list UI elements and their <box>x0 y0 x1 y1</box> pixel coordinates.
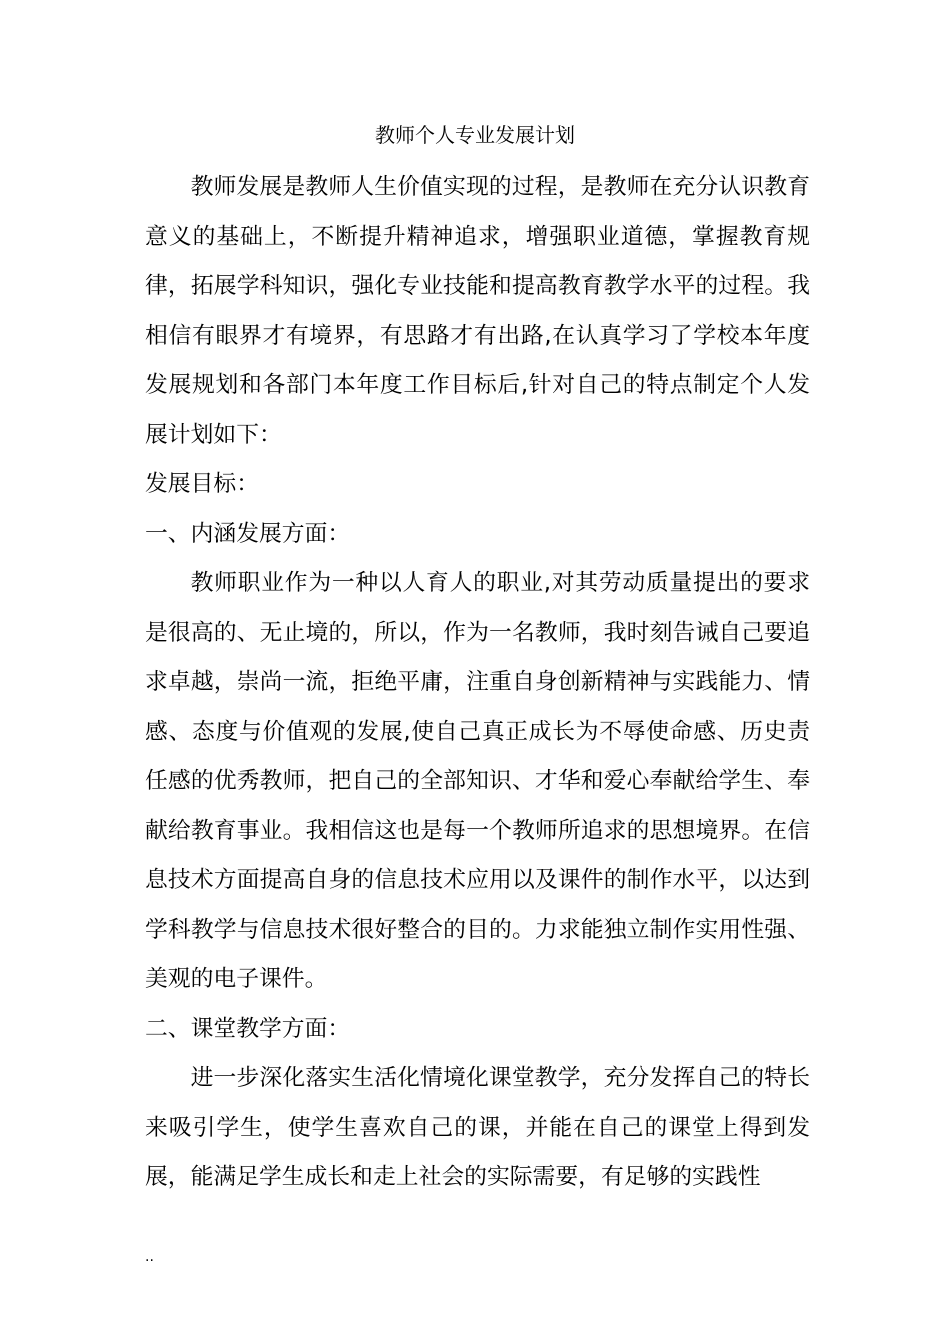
section-2-heading: 二、课堂教学方面： <box>145 1015 351 1042</box>
section-1-heading: 一、内涵发展方面： <box>145 520 351 547</box>
intro-paragraph: 教师发展是教师人生价值实现的过程，是教师在充分认识教育意义的基础上，不断提升精神追求，增强职业道德，掌握教育规律，拓展学科知识，强化专业技能和提高教育教学水平的过程。我相信有眼界才有境界，有思路才有出路,在认真学习了学校本年度发展规划和各部门本年度工作目标后,针对自己的特点制定个人发展计划如下： <box>145 174 810 448</box>
footer-mark: .. <box>145 1249 154 1265</box>
goal-heading: 发展目标： <box>145 471 259 497</box>
section-2-paragraph: 进一步深化落实生活化情境化课堂教学，充分发挥自己的特长来吸引学生，使学生喜欢自己的课，并能在自己的课堂上得到发展，能满足学生成长和走上社会的实际需要，有足够的实践性 <box>145 1065 810 1190</box>
document-body <box>145 163 810 1203</box>
section-1-paragraph: 教师职业作为一种以人育人的职业,对其劳动质量提出的要求是很高的、无止境的，所以，作为一名教师，我时刻告诫自己要追求卓越，崇尚一流，拒绝平庸，注重自身创新精神与实践能力、情感、态度与价值观的发展,使自己真正成长为不辱使命感、历史责任感的优秀教师，把自己的全部知识、才华和爱心奉献给学生、奉献给教育事业。我相信这也是每一个教师所追求的思想境界。在信息技术方面提高自身的信息技术应用以及课件的制作水平，以达到学科教学与信息技术很好整合的目的。力求能独立制作实用性强、美观的电子课件。 <box>145 570 810 992</box>
document-title: 教师个人专业发展计划 <box>375 123 575 147</box>
